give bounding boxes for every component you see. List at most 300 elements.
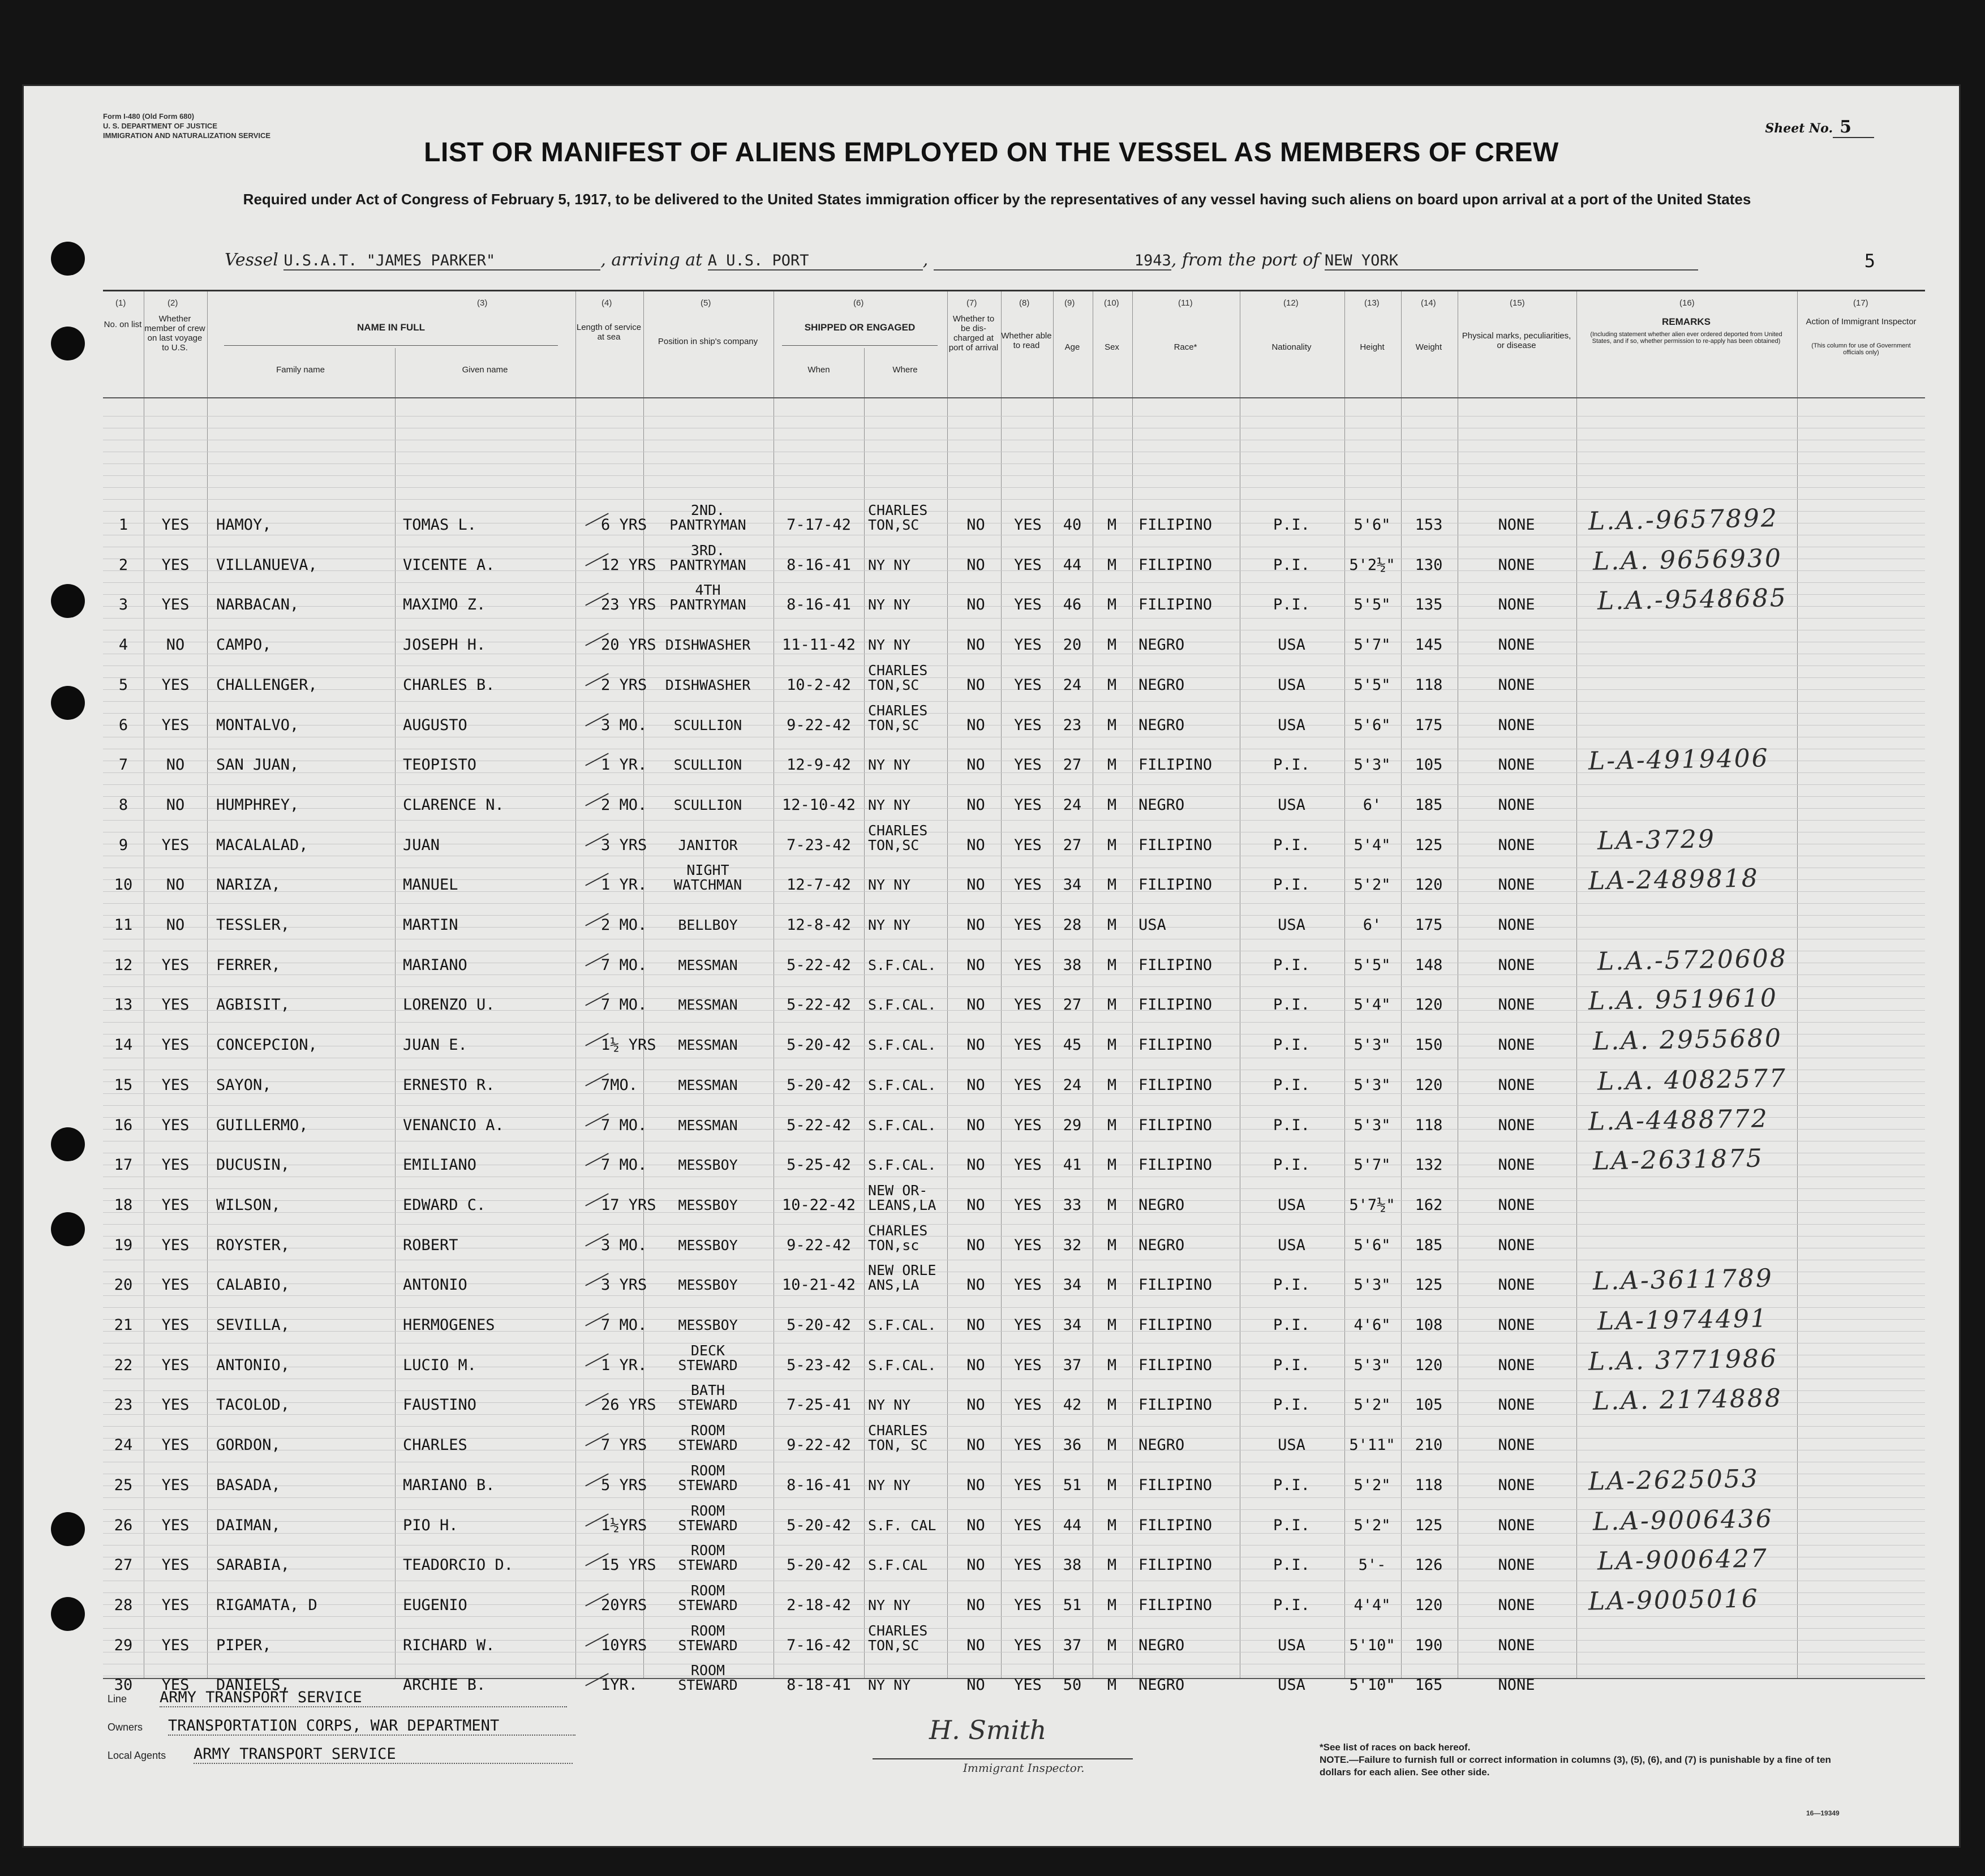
column-number: (9) xyxy=(1064,298,1075,308)
cell-family: MACALALAD, xyxy=(216,836,308,854)
cell-position: STEWARD xyxy=(678,1397,738,1414)
cell-read: YES xyxy=(1014,716,1042,734)
cell-where: CHARLES xyxy=(868,1422,928,1439)
crew-row xyxy=(103,943,1925,983)
cell-age: 46 xyxy=(1063,596,1082,614)
cell-age: 27 xyxy=(1063,836,1082,854)
cell-where: NEW ORLE xyxy=(868,1262,936,1279)
cell-given: ROBERT xyxy=(403,1236,458,1254)
column-number: (10) xyxy=(1104,298,1119,308)
cell-position: MESSMAN xyxy=(678,1037,738,1054)
cell-height: 4'6" xyxy=(1354,1316,1391,1334)
sheet-label: Sheet No. xyxy=(1765,121,1833,136)
cell-given: CHARLES B. xyxy=(403,676,495,694)
header-given-name: Given name xyxy=(462,365,508,375)
cell-race: FILIPINO xyxy=(1138,556,1213,574)
cell-sex: M xyxy=(1107,1236,1117,1254)
cell-given: CLARENCE N. xyxy=(403,796,504,814)
cell-nat: P.I. xyxy=(1273,1556,1311,1574)
cell-position: PANTRYMAN xyxy=(669,556,746,573)
vessel-sheet-number: 5 xyxy=(1864,250,1875,272)
cell-when: 11-11-42 xyxy=(781,636,856,654)
cell-position: ROOM xyxy=(690,1582,725,1599)
cell-where: NY NY xyxy=(868,1476,911,1493)
column-number: (12) xyxy=(1283,298,1299,308)
cell-given: PIO H. xyxy=(403,1516,458,1534)
cell-service: 7 MO. xyxy=(601,1156,647,1174)
cell-disch: NO xyxy=(966,1396,985,1414)
cell-race: FILIPINO xyxy=(1138,1556,1213,1574)
column-number: (3) xyxy=(477,298,488,308)
crew-manifest-table xyxy=(103,290,1925,1694)
cell-weight: 120 xyxy=(1415,1596,1443,1614)
remark-handwritten: L.A.-9657892 xyxy=(1588,504,1779,536)
cell-disch: NO xyxy=(966,1476,985,1494)
column-number: (6) xyxy=(853,298,864,308)
cell-no: 7 xyxy=(118,756,128,774)
cell-phys: NONE xyxy=(1498,916,1535,934)
cell-weight: 210 xyxy=(1415,1436,1443,1454)
cell-position: MESSMAN xyxy=(678,1076,738,1093)
header-weight: Weight xyxy=(1415,342,1442,352)
cell-disch: NO xyxy=(966,1436,985,1454)
cell-family: AGBISIT, xyxy=(216,996,290,1014)
cell-age: 34 xyxy=(1063,1276,1082,1294)
cell-position: STEWARD xyxy=(678,1637,738,1654)
cell-family: VILLANUEVA, xyxy=(216,556,317,574)
column-number: (15) xyxy=(1510,298,1525,308)
cell-family: NARBACAN, xyxy=(216,596,299,614)
cell-phys: NONE xyxy=(1498,1556,1535,1574)
cell-member: YES xyxy=(161,1036,190,1054)
cell-weight: 120 xyxy=(1415,1356,1443,1374)
cell-sex: M xyxy=(1107,996,1117,1014)
cell-age: 38 xyxy=(1063,1556,1082,1574)
grid-line xyxy=(103,903,1925,904)
cell-where: CHARLES xyxy=(868,822,928,839)
cell-height: 5'3" xyxy=(1354,756,1391,774)
cell-position: PANTRYMAN xyxy=(669,596,746,613)
cell-member: YES xyxy=(161,516,190,534)
cell-when: 12-10-42 xyxy=(781,796,856,814)
cell-position: MESSMAN xyxy=(678,1117,738,1134)
cell-disch: NO xyxy=(966,916,985,934)
cell-where: S.F.CAL xyxy=(868,1557,928,1574)
cell-service: 23 YRS xyxy=(601,596,656,614)
cell-disch: NO xyxy=(966,636,985,654)
punch-hole xyxy=(51,584,85,618)
column-number: (5) xyxy=(701,298,711,308)
cell-sex: M xyxy=(1107,956,1117,974)
cell-where: LEANS,LA xyxy=(868,1196,936,1213)
page-title: LIST OR MANIFEST OF ALIENS EMPLOYED ON THE VESSEL AS MEMBERS OF CREW xyxy=(424,138,1559,168)
cell-weight: 105 xyxy=(1415,756,1443,774)
cell-read: YES xyxy=(1014,1596,1042,1614)
cell-where: CHARLES xyxy=(868,1222,928,1239)
crew-row xyxy=(103,502,1925,543)
cell-weight: 125 xyxy=(1415,1276,1443,1294)
cell-member: NO xyxy=(166,756,185,774)
header-shipped: SHIPPED OR ENGAGED xyxy=(804,322,916,333)
cell-where: CHARLES xyxy=(868,502,928,518)
cell-height: 5'11" xyxy=(1349,1436,1395,1454)
cell-family: GORDON, xyxy=(216,1436,281,1454)
form-line: IMMIGRATION AND NATURALIZATION SERVICE xyxy=(103,131,271,140)
cell-position: STEWARD xyxy=(678,1557,738,1574)
cell-height: 5'7" xyxy=(1354,636,1391,654)
cell-phys: NONE xyxy=(1498,756,1535,774)
cell-sex: M xyxy=(1107,1316,1117,1334)
cell-where: CHARLES xyxy=(868,662,928,679)
cell-service: 26 YRS xyxy=(601,1396,656,1414)
cell-height: 5'2" xyxy=(1354,1476,1391,1494)
column-number: (7) xyxy=(966,298,977,308)
cell-nat: USA xyxy=(1278,796,1305,814)
cell-height: 5'5" xyxy=(1354,956,1391,974)
cell-height: 5'10" xyxy=(1349,1676,1395,1694)
cell-where: NY NY xyxy=(868,1677,911,1694)
cell-nat: USA xyxy=(1278,1196,1305,1214)
cell-weight: 165 xyxy=(1415,1676,1443,1694)
cell-family: CALABIO, xyxy=(216,1276,290,1294)
cell-no: 11 xyxy=(114,916,133,934)
inspector-label: Immigrant Inspector. xyxy=(963,1761,1085,1775)
cell-given: JUAN E. xyxy=(403,1036,467,1054)
column-number: (2) xyxy=(167,298,178,308)
cell-when: 8-16-41 xyxy=(787,1476,851,1494)
cell-read: YES xyxy=(1014,876,1042,894)
remark-handwritten: L.A-9006436 xyxy=(1592,1504,1774,1536)
crew-row xyxy=(103,1382,1925,1423)
remark-handwritten: L.A. 9656930 xyxy=(1592,543,1783,576)
crew-row xyxy=(103,582,1925,623)
cell-weight: 185 xyxy=(1415,1236,1443,1254)
header-position: Position in ship's company xyxy=(658,337,758,346)
cell-age: 24 xyxy=(1063,1076,1082,1094)
cell-family: DUCUSIN, xyxy=(216,1156,290,1174)
cell-service: 6 YRS xyxy=(601,516,647,534)
cell-no: 13 xyxy=(114,996,133,1014)
cell-phys: NONE xyxy=(1498,1036,1535,1054)
crew-row xyxy=(103,862,1925,903)
remark-handwritten: L.A. 3771986 xyxy=(1588,1343,1778,1376)
cell-age: 51 xyxy=(1063,1476,1082,1494)
cell-given: AUGUSTO xyxy=(403,716,467,734)
cell-where: TON,sc xyxy=(868,1237,920,1253)
cell-position: DISHWASHER xyxy=(665,676,751,693)
cell-race: FILIPINO xyxy=(1138,1356,1213,1374)
manifest-sheet xyxy=(24,86,1959,1846)
cell-phys: NONE xyxy=(1498,1396,1535,1414)
cell-service: 3 MO. xyxy=(601,716,647,734)
cell-race: FILIPINO xyxy=(1138,1596,1213,1614)
cell-position: 4TH xyxy=(695,582,721,599)
crew-row xyxy=(103,626,1925,663)
cell-height: 5'5" xyxy=(1354,676,1391,694)
cell-height: 5'6" xyxy=(1354,1236,1391,1254)
header-member: Whether member of crew on last voyage to U.S. xyxy=(144,314,205,353)
cell-height: 4'4" xyxy=(1354,1596,1391,1614)
cell-nat: P.I. xyxy=(1273,836,1311,854)
crew-row xyxy=(103,1582,1925,1623)
cell-disch: NO xyxy=(966,956,985,974)
cell-given: TEADORCIO D. xyxy=(403,1556,514,1574)
cell-nat: P.I. xyxy=(1273,1516,1311,1534)
cell-disch: NO xyxy=(966,1236,985,1254)
cell-sex: M xyxy=(1107,1396,1117,1414)
cell-sex: M xyxy=(1107,756,1117,774)
arriving-label: , arriving at xyxy=(600,250,703,270)
cell-disch: NO xyxy=(966,516,985,534)
cell-service: 2 MO. xyxy=(601,796,647,814)
cell-family: SAYON, xyxy=(216,1076,272,1094)
cell-phys: NONE xyxy=(1498,1516,1535,1534)
shipped-header-rule xyxy=(782,345,938,346)
cell-read: YES xyxy=(1014,996,1042,1014)
cell-sex: M xyxy=(1107,516,1117,534)
cell-weight: 135 xyxy=(1415,596,1443,614)
cell-given: LORENZO U. xyxy=(403,996,495,1014)
header-action-note: (This column for use of Government officials only) xyxy=(1811,342,1911,356)
cell-family: HAMOY, xyxy=(216,516,272,534)
cell-race: FILIPINO xyxy=(1138,996,1213,1014)
crew-row xyxy=(103,1024,1925,1063)
cell-when: 7-16-42 xyxy=(787,1636,851,1654)
cell-read: YES xyxy=(1014,916,1042,934)
cell-family: RIGAMATA, D xyxy=(216,1596,317,1614)
cell-phys: NONE xyxy=(1498,1236,1535,1254)
remark-handwritten: LA-9006427 xyxy=(1597,1544,1769,1576)
cell-nat: P.I. xyxy=(1273,956,1311,974)
cell-given: JOSEPH H. xyxy=(403,636,486,654)
cell-family: DANIELS, xyxy=(216,1676,290,1694)
cell-weight: 120 xyxy=(1415,1076,1443,1094)
cell-age: 29 xyxy=(1063,1116,1082,1134)
footer-notes xyxy=(1320,1741,1857,1779)
cell-height: 6' xyxy=(1363,916,1382,934)
cell-phys: NONE xyxy=(1498,1436,1535,1454)
cell-position: STEWARD xyxy=(678,1517,738,1534)
owners-value: TRANSPORTATION CORPS, WAR DEPARTMENT xyxy=(168,1717,575,1736)
cell-given: EMILIANO xyxy=(403,1156,477,1174)
cell-member: YES xyxy=(161,1116,190,1134)
cell-read: YES xyxy=(1014,596,1042,614)
cell-member: YES xyxy=(161,1156,190,1174)
cell-family: FERRER, xyxy=(216,956,281,974)
crew-row xyxy=(103,1462,1925,1503)
cell-position: NIGHT xyxy=(686,862,729,879)
cell-phys: NONE xyxy=(1498,1276,1535,1294)
cell-nat: P.I. xyxy=(1273,1396,1311,1414)
header-race: Race* xyxy=(1174,342,1197,352)
cell-family: GUILLERMO, xyxy=(216,1116,308,1134)
cell-nat: USA xyxy=(1278,676,1305,694)
cell-sex: M xyxy=(1107,1036,1117,1054)
cell-no: 12 xyxy=(114,956,133,974)
cell-where: S.F.CAL. xyxy=(868,1317,936,1333)
manifest-footer xyxy=(24,1676,1959,1846)
penalty-note: NOTE.—Failure to furnish full or correct information in columns (3), (5), (6), and (7) is punishable by a fine of ten dollars for each alien. See other side. xyxy=(1320,1754,1831,1778)
cell-phys: NONE xyxy=(1498,556,1535,574)
cell-read: YES xyxy=(1014,756,1042,774)
header-service: Length of service at sea xyxy=(576,323,642,342)
cell-disch: NO xyxy=(966,556,985,574)
cell-race: NEGRO xyxy=(1138,676,1185,694)
cell-service: 1YR. xyxy=(601,1676,638,1694)
cell-sex: M xyxy=(1107,1356,1117,1374)
cell-race: FILIPINO xyxy=(1138,1396,1213,1414)
cell-position: DECK xyxy=(690,1342,725,1359)
header-no: No. on list xyxy=(104,320,142,329)
cell-service: 17 YRS xyxy=(601,1196,656,1214)
cell-phys: NONE xyxy=(1498,876,1535,894)
cell-height: 5'3" xyxy=(1354,1076,1391,1094)
cell-height: 5'2" xyxy=(1354,1516,1391,1534)
cell-race: FILIPINO xyxy=(1138,596,1213,614)
cell-weight: 105 xyxy=(1415,1396,1443,1414)
page-subtitle: Required under Act of Congress of February 5, 1917, to be delivered to the United States immigration officer by the representatives of any vessel having such aliens on board upon arrival at a port of the United States xyxy=(243,191,1751,208)
header-where: Where xyxy=(892,365,918,375)
form-code: 16—19349 xyxy=(1806,1809,1840,1817)
cell-height: 5'4" xyxy=(1354,836,1391,854)
cell-where: S.F.CAL. xyxy=(868,1157,936,1174)
cell-given: VENANCIO A. xyxy=(403,1116,504,1134)
cell-age: 33 xyxy=(1063,1196,1082,1214)
column-number: (13) xyxy=(1364,298,1380,308)
cell-where: TON,SC xyxy=(868,517,920,533)
cell-no: 5 xyxy=(118,676,128,694)
cell-service: 1½ YRS xyxy=(601,1036,656,1054)
cell-height: 5'7" xyxy=(1354,1156,1391,1174)
from-label: , from the port of xyxy=(1171,250,1320,270)
cell-nat: USA xyxy=(1278,1236,1305,1254)
cell-given: HERMOGENES xyxy=(403,1316,495,1334)
cell-when: 8-18-41 xyxy=(787,1676,851,1694)
crew-row xyxy=(103,1304,1925,1343)
cell-nat: P.I. xyxy=(1273,1316,1311,1334)
cell-when: 5-22-42 xyxy=(787,956,851,974)
cell-position: ROOM xyxy=(690,1502,725,1519)
cell-phys: NONE xyxy=(1498,1116,1535,1134)
cell-weight: 118 xyxy=(1415,1476,1443,1494)
cell-no: 19 xyxy=(114,1236,133,1254)
cell-read: YES xyxy=(1014,836,1042,854)
cell-weight: 150 xyxy=(1415,1036,1443,1054)
crew-row xyxy=(103,1622,1925,1663)
cell-member: NO xyxy=(166,636,185,654)
cell-position: STEWARD xyxy=(678,1476,738,1493)
cell-sex: M xyxy=(1107,916,1117,934)
remark-handwritten: LA-1974491 xyxy=(1597,1304,1769,1336)
cell-when: 8-16-41 xyxy=(787,556,851,574)
cell-height: 5'2" xyxy=(1354,876,1391,894)
cell-weight: 108 xyxy=(1415,1316,1443,1334)
cell-when: 9-22-42 xyxy=(787,1436,851,1454)
cell-age: 37 xyxy=(1063,1636,1082,1654)
name-header-rule xyxy=(224,345,558,346)
cell-race: FILIPINO xyxy=(1138,1076,1213,1094)
cell-no: 26 xyxy=(114,1516,133,1534)
cell-sex: M xyxy=(1107,636,1117,654)
cell-phys: NONE xyxy=(1498,676,1535,694)
cell-disch: NO xyxy=(966,1636,985,1654)
cell-where: TON,SC xyxy=(868,836,920,853)
remark-handwritten: L.A. 4082577 xyxy=(1597,1063,1788,1096)
crew-row xyxy=(103,1502,1925,1543)
header-physical-marks: Physical marks, peculiarities, or disease xyxy=(1462,331,1571,350)
cell-position: MESSBOY xyxy=(678,1157,738,1174)
cell-member: NO xyxy=(166,916,185,934)
cell-when: 5-22-42 xyxy=(787,996,851,1014)
cell-service: 5 YRS xyxy=(601,1476,647,1494)
cell-race: FILIPINO xyxy=(1138,876,1213,894)
grid-line xyxy=(103,1545,1925,1546)
crew-row xyxy=(103,1342,1925,1383)
cell-where: NY NY xyxy=(868,596,911,613)
cell-where: NY NY xyxy=(868,1397,911,1414)
arrival-port: A U.S. PORT xyxy=(708,252,923,271)
cell-height: 5'3" xyxy=(1354,1116,1391,1134)
cell-position: ROOM xyxy=(690,1662,725,1679)
cell-given: EDWARD C. xyxy=(403,1196,486,1214)
cell-where: S.F.CAL. xyxy=(868,1356,936,1373)
vessel-label: Vessel xyxy=(225,250,278,270)
cell-given: ERNESTO R. xyxy=(403,1076,495,1094)
cell-given: MARTIN xyxy=(403,916,458,934)
cell-no: 25 xyxy=(114,1476,133,1494)
cell-weight: 132 xyxy=(1415,1156,1443,1174)
departure-port: NEW YORK xyxy=(1325,252,1698,271)
cell-race: FILIPINO xyxy=(1138,516,1213,534)
cell-read: YES xyxy=(1014,1356,1042,1374)
cell-given: MARIANO B. xyxy=(403,1476,495,1494)
cell-member: YES xyxy=(161,556,190,574)
cell-disch: NO xyxy=(966,1556,985,1574)
cell-when: 10-2-42 xyxy=(787,676,851,694)
cell-given: MARIANO xyxy=(403,956,467,974)
form-line: Form I-480 (Old Form 680) xyxy=(103,112,195,121)
cell-nat: P.I. xyxy=(1273,516,1311,534)
cell-position: DISHWASHER xyxy=(665,637,751,654)
cell-age: 34 xyxy=(1063,876,1082,894)
cell-service: 7 MO. xyxy=(601,956,647,974)
cell-phys: NONE xyxy=(1498,1356,1535,1374)
cell-height: 5'3" xyxy=(1354,1036,1391,1054)
cell-race: FILIPINO xyxy=(1138,836,1213,854)
cell-service: 1 YR. xyxy=(601,876,647,894)
cell-when: 7-17-42 xyxy=(787,516,851,534)
cell-where: S.F.CAL. xyxy=(868,956,936,973)
cell-when: 8-16-41 xyxy=(787,596,851,614)
cell-service: 3 YRS xyxy=(601,1276,647,1294)
cell-position: PANTRYMAN xyxy=(669,517,746,533)
cell-no: 6 xyxy=(118,716,128,734)
cell-sex: M xyxy=(1107,1196,1117,1214)
cell-height: 5'6" xyxy=(1354,516,1391,534)
cell-member: YES xyxy=(161,1356,190,1374)
cell-race: FILIPINO xyxy=(1138,1516,1213,1534)
cell-phys: NONE xyxy=(1498,836,1535,854)
cell-phys: NONE xyxy=(1498,1596,1535,1614)
cell-race: FILIPINO xyxy=(1138,956,1213,974)
cell-race: NEGRO xyxy=(1138,1676,1185,1694)
cell-read: YES xyxy=(1014,636,1042,654)
header-family-name: Family name xyxy=(276,365,325,375)
remark-handwritten: LA-3729 xyxy=(1597,824,1716,856)
cell-where: TON, SC xyxy=(868,1437,928,1454)
punch-hole xyxy=(51,242,85,276)
cell-nat: USA xyxy=(1278,636,1305,654)
